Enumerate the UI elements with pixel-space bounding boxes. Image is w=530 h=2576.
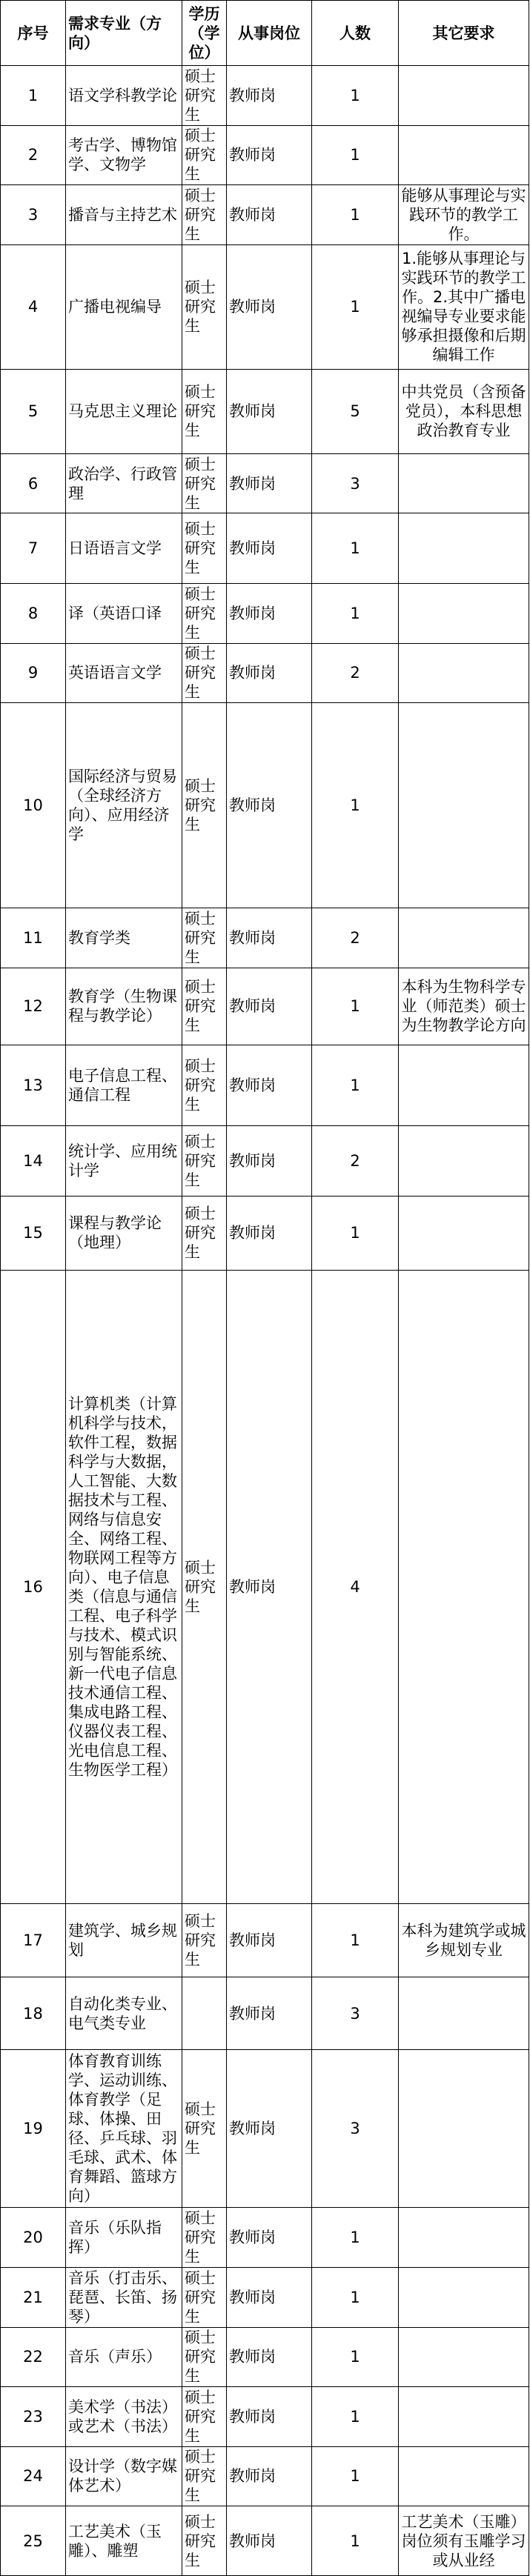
- cell-other: [399, 703, 529, 908]
- cell-post: 教师岗: [227, 2208, 312, 2268]
- cell-major: 政治学、行政管理: [66, 453, 182, 513]
- cell-no: 22: [1, 2327, 66, 2387]
- cell-degree: 硕士研究生: [182, 2268, 227, 2328]
- cell-other: [399, 2208, 529, 2268]
- cell-post: 教师岗: [227, 584, 312, 644]
- cell-count: 4: [312, 1270, 399, 1903]
- cell-post: 教师岗: [227, 513, 312, 584]
- cell-no: 18: [1, 1977, 66, 2050]
- cell-count: 1: [312, 513, 399, 584]
- cell-other: [399, 1125, 529, 1196]
- cell-post: 教师岗: [227, 1270, 312, 1903]
- cell-other: [399, 2387, 529, 2447]
- cell-count: 1: [312, 584, 399, 644]
- cell-major: 电子信息工程、通信工程: [66, 1045, 182, 1125]
- cell-other: [399, 453, 529, 513]
- cell-post: 教师岗: [227, 2387, 312, 2447]
- cell-other: [399, 1196, 529, 1270]
- cell-degree: 硕士研究生: [182, 1045, 227, 1125]
- cell-count: 1: [312, 1045, 399, 1125]
- table-row: [1, 584, 529, 644]
- cell-other: [399, 908, 529, 968]
- table-row: [1, 1977, 529, 2050]
- table-row: [1, 2446, 529, 2506]
- table-row: [1, 2327, 529, 2387]
- cell-major: 语文学科教学论: [66, 66, 182, 126]
- cell-post: 教师岗: [227, 908, 312, 968]
- cell-no: 10: [1, 703, 66, 908]
- cell-degree: 硕士研究生: [182, 2327, 227, 2387]
- cell-degree: 硕士研究生: [182, 513, 227, 584]
- cell-count: 1: [312, 2387, 399, 2447]
- cell-degree: [182, 1977, 227, 2050]
- cell-other: 本科为生物科学专业（师范类）硕士为生物教学论方向: [399, 968, 529, 1045]
- cell-major: 设计学（数字媒体艺术）: [66, 2446, 182, 2506]
- cell-other: [399, 1045, 529, 1125]
- cell-count: 1: [312, 185, 399, 245]
- cell-count: 1: [312, 125, 399, 185]
- cell-other: [399, 66, 529, 126]
- cell-count: 2: [312, 643, 399, 703]
- cell-other: [399, 1977, 529, 2050]
- cell-degree: 硕士研究生: [182, 2387, 227, 2447]
- table-row: [1, 968, 529, 1045]
- cell-major: 音乐（声乐）: [66, 2327, 182, 2387]
- cell-degree: 硕士研究生: [182, 643, 227, 703]
- cell-degree: 硕士研究生: [182, 2446, 227, 2506]
- table-row: [1, 908, 529, 968]
- cell-other: [399, 125, 529, 185]
- cell-other: 能够从事理论与实践环节的教学工作。: [399, 185, 529, 245]
- cell-no: 3: [1, 185, 66, 245]
- cell-major: 工艺美术（玉雕）、雕塑: [66, 2506, 182, 2576]
- cell-count: 5: [312, 369, 399, 453]
- cell-no: 16: [1, 1270, 66, 1903]
- table-row: [1, 2506, 529, 2576]
- cell-other: [399, 513, 529, 584]
- cell-no: 14: [1, 1125, 66, 1196]
- table-row: [1, 2050, 529, 2208]
- cell-degree: 硕士研究生: [182, 1903, 227, 1977]
- table-row: [1, 369, 529, 453]
- cell-major: 播音与主持艺术: [66, 185, 182, 245]
- cell-major: 统计学、应用统计学: [66, 1125, 182, 1196]
- cell-degree: 硕士研究生: [182, 703, 227, 908]
- cell-count: 2: [312, 1125, 399, 1196]
- cell-major: 广播电视编导: [66, 244, 182, 369]
- table-row: [1, 703, 529, 908]
- cell-post: 教师岗: [227, 185, 312, 245]
- cell-major: 教育学（生物课程与教学论）: [66, 968, 182, 1045]
- table-row: [1, 453, 529, 513]
- cell-other: [399, 1270, 529, 1903]
- cell-count: 1: [312, 2327, 399, 2387]
- cell-post: 教师岗: [227, 643, 312, 703]
- cell-post: 教师岗: [227, 1903, 312, 1977]
- table-row: [1, 1196, 529, 1270]
- cell-post: 教师岗: [227, 1977, 312, 2050]
- cell-other: [399, 2446, 529, 2506]
- cell-count: 1: [312, 244, 399, 369]
- cell-post: 教师岗: [227, 968, 312, 1045]
- cell-major: 美术学（书法）或艺术（书法）: [66, 2387, 182, 2447]
- cell-post: 教师岗: [227, 453, 312, 513]
- cell-no: 15: [1, 1196, 66, 1270]
- cell-major: 建筑学、城乡规划: [66, 1903, 182, 1977]
- table-row: [1, 2387, 529, 2447]
- cell-post: 教师岗: [227, 2506, 312, 2576]
- table-row: [1, 185, 529, 245]
- cell-no: 9: [1, 643, 66, 703]
- cell-major: 教育学类: [66, 908, 182, 968]
- cell-other: [399, 2050, 529, 2208]
- header-count: 人数: [312, 1, 399, 66]
- cell-post: 教师岗: [227, 369, 312, 453]
- cell-count: 1: [312, 2506, 399, 2576]
- cell-count: 1: [312, 2268, 399, 2328]
- table-row: [1, 2208, 529, 2268]
- cell-post: 教师岗: [227, 66, 312, 126]
- cell-no: 4: [1, 244, 66, 369]
- cell-other: [399, 643, 529, 703]
- table-row: [1, 1045, 529, 1125]
- header-post: 从事岗位: [227, 1, 312, 66]
- cell-no: 25: [1, 2506, 66, 2576]
- cell-no: 2: [1, 125, 66, 185]
- cell-count: 1: [312, 1903, 399, 1977]
- cell-major: 日语语言文学: [66, 513, 182, 584]
- cell-degree: 硕士研究生: [182, 1125, 227, 1196]
- table-row: [1, 244, 529, 369]
- cell-degree: 硕士研究生: [182, 66, 227, 126]
- table-row: [1, 513, 529, 584]
- cell-count: 3: [312, 1977, 399, 2050]
- cell-major: 体育教育训练学、运动训练、体育教学（足球、体操、田径、乒乓球、羽毛球、武术、体育舞蹈、篮球方向）: [66, 2050, 182, 2208]
- cell-post: 教师岗: [227, 244, 312, 369]
- cell-major: 考古学、博物馆学、文物学: [66, 125, 182, 185]
- cell-major: 自动化类专业、电气类专业: [66, 1977, 182, 2050]
- cell-no: 23: [1, 2387, 66, 2447]
- cell-other: 中共党员（含预备党员），本科思想政治教育专业: [399, 369, 529, 453]
- cell-no: 5: [1, 369, 66, 453]
- cell-no: 11: [1, 908, 66, 968]
- table-row: [1, 66, 529, 126]
- cell-other: 1.能够从事理论与实践环节的教学工作。2.其中广播电视编导专业要求能够承担摄像和后期编辑工作: [399, 244, 529, 369]
- table-row: [1, 1903, 529, 1977]
- cell-post: 教师岗: [227, 2327, 312, 2387]
- cell-major: 音乐（打击乐、琵琶、长笛、扬琴）: [66, 2268, 182, 2328]
- cell-degree: 硕士研究生: [182, 908, 227, 968]
- cell-count: 1: [312, 2208, 399, 2268]
- cell-degree: 硕士研究生: [182, 2506, 227, 2576]
- cell-no: 13: [1, 1045, 66, 1125]
- cell-count: 1: [312, 66, 399, 126]
- cell-post: 教师岗: [227, 703, 312, 908]
- cell-no: 12: [1, 968, 66, 1045]
- cell-major: 音乐（乐队指挥）: [66, 2208, 182, 2268]
- cell-post: 教师岗: [227, 1045, 312, 1125]
- header-degree: 学历（学位）: [182, 1, 227, 66]
- cell-degree: 硕士研究生: [182, 968, 227, 1045]
- cell-other: 本科为建筑学或城乡规划专业: [399, 1903, 529, 1977]
- cell-degree: 硕士研究生: [182, 453, 227, 513]
- cell-count: 3: [312, 2050, 399, 2208]
- cell-post: 教师岗: [227, 125, 312, 185]
- cell-no: 7: [1, 513, 66, 584]
- cell-no: 17: [1, 1903, 66, 1977]
- cell-no: 1: [1, 66, 66, 126]
- cell-degree: 硕士研究生: [182, 125, 227, 185]
- cell-major: 课程与教学论（地理）: [66, 1196, 182, 1270]
- table-row: [1, 1125, 529, 1196]
- cell-degree: 硕士研究生: [182, 1270, 227, 1903]
- cell-degree: 硕士研究生: [182, 2050, 227, 2208]
- cell-no: 24: [1, 2446, 66, 2506]
- cell-degree: 硕士研究生: [182, 369, 227, 453]
- cell-post: 教师岗: [227, 2268, 312, 2328]
- table-body: [1, 66, 529, 2576]
- cell-post: 教师岗: [227, 2050, 312, 2208]
- cell-other: [399, 2268, 529, 2328]
- table-row: [1, 125, 529, 185]
- cell-post: 教师岗: [227, 1196, 312, 1270]
- cell-major: 计算机类（计算机科学与技术，软件工程，数据科学与大数据，人工智能、大数据技术与工程、网络与信息安全、网络工程、物联网工程等方向）、电子信息类（信息与通信工程、电子科学与技术、模式识别与智能系统、新一代电子信息技术通信工程、集成电路工程、仪器仪表工程、光电信息工程、生物医学工程）: [66, 1270, 182, 1903]
- cell-degree: 硕士研究生: [182, 244, 227, 369]
- cell-major: 译（英语口译: [66, 584, 182, 644]
- cell-count: 1: [312, 1196, 399, 1270]
- cell-major: 国际经济与贸易（全球经济方向）、应用经济学: [66, 703, 182, 908]
- cell-post: 教师岗: [227, 1125, 312, 1196]
- table-row: [1, 1270, 529, 1903]
- header-major: 需求专业（方向）: [66, 1, 182, 66]
- cell-count: 3: [312, 453, 399, 513]
- cell-degree: 硕士研究生: [182, 2208, 227, 2268]
- cell-no: 19: [1, 2050, 66, 2208]
- cell-other: 工艺美术（玉雕）岗位须有玉雕学习或从业经: [399, 2506, 529, 2576]
- cell-count: 1: [312, 2446, 399, 2506]
- header-row: [1, 1, 529, 66]
- cell-no: 6: [1, 453, 66, 513]
- cell-count: 1: [312, 703, 399, 908]
- cell-post: 教师岗: [227, 2446, 312, 2506]
- cell-no: 21: [1, 2268, 66, 2328]
- cell-major: 英语语言文学: [66, 643, 182, 703]
- cell-no: 20: [1, 2208, 66, 2268]
- cell-other: [399, 584, 529, 644]
- header-other: 其它要求: [399, 1, 529, 66]
- table-row: [1, 643, 529, 703]
- cell-count: 2: [312, 908, 399, 968]
- cell-degree: 硕士研究生: [182, 185, 227, 245]
- cell-other: [399, 2327, 529, 2387]
- table-row: [1, 2268, 529, 2328]
- cell-degree: 硕士研究生: [182, 584, 227, 644]
- cell-major: 马克思主义理论: [66, 369, 182, 453]
- cell-degree: 硕士研究生: [182, 1196, 227, 1270]
- cell-count: 1: [312, 968, 399, 1045]
- header-no: 序号: [1, 1, 66, 66]
- cell-no: 8: [1, 584, 66, 644]
